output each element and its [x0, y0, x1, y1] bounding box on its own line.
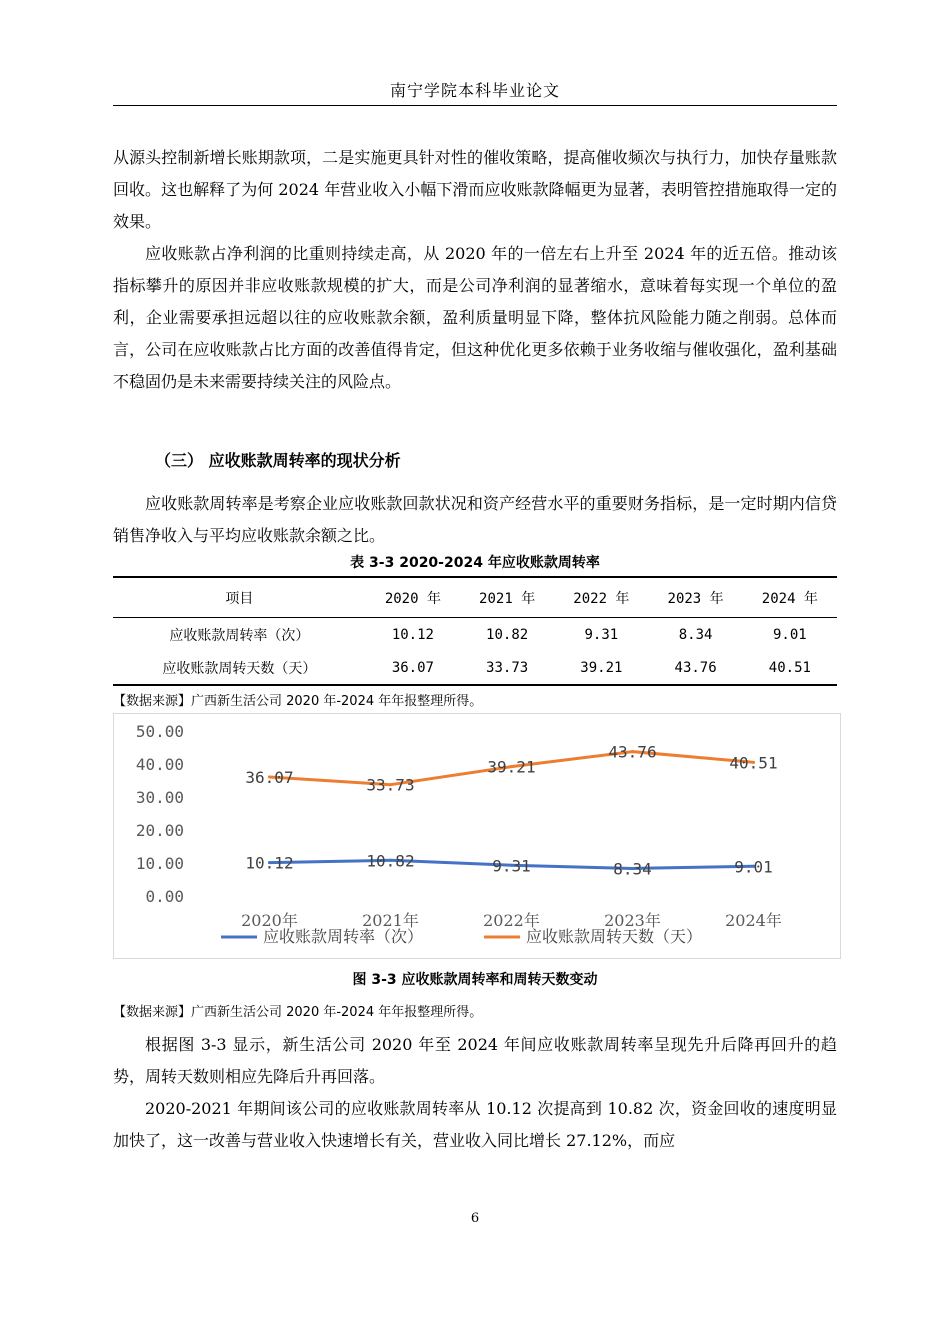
y-tick-label: 10.00: [135, 854, 184, 873]
body-text-intro: [113, 488, 837, 552]
table-cell: 10.82: [486, 626, 529, 643]
legend-label: 应收账款周转率（次）: [263, 927, 424, 946]
data-label: 10.12: [245, 853, 294, 873]
section-heading: （三） 应收账款周转率的现状分析: [155, 451, 401, 470]
table-row: [113, 618, 837, 652]
table-cell: 8.34: [678, 626, 713, 643]
x-tick-label: 2021年: [362, 911, 419, 930]
paragraph: 应收账款周转率是考察企业应收账款回款状况和资产经营水平的重要财务指标，是一定时期内信贷销售净收入与平均应收账款余额之比。: [113, 494, 837, 545]
y-tick-label: 50.00: [135, 722, 184, 741]
header-rule: [113, 105, 837, 106]
legend-label: 应收账款周转天数（天）: [526, 927, 703, 946]
body-text-bottom: [113, 1029, 837, 1157]
x-tick-label: 2020年: [241, 911, 298, 930]
table-cell: 33.73: [460, 651, 554, 685]
table-cell: 9.01: [773, 626, 807, 643]
table-cell: 9.31: [584, 626, 619, 643]
table-header-cell: 2024 年: [743, 577, 837, 618]
data-label: 10.82: [366, 851, 415, 871]
table-cell: 36.07: [366, 651, 460, 685]
turnover-table: [113, 576, 837, 686]
table-header-cell: 项目: [113, 577, 366, 618]
table-cell: 应收账款周转率（次）: [169, 627, 310, 644]
table-header-row: [113, 577, 837, 618]
table-cell: 39.21: [554, 651, 648, 685]
paragraph: 2020-2021 年期间该公司的应收账款周转率从 10.12 次提高到 10.82 次，资金回收的速度明显加快了，这一改善与营业收入快速增长有关，营业收入同比增长 27.12%，而应: [113, 1099, 837, 1150]
data-label: 39.21: [487, 757, 536, 777]
table-cell: 40.51: [743, 651, 837, 685]
y-tick-label: 0.00: [145, 887, 184, 906]
data-label: 36.07: [245, 767, 294, 787]
x-tick-label: 2022年: [483, 911, 540, 930]
data-label: 8.34: [613, 859, 652, 879]
paragraph: 根据图 3-3 显示，新生活公司 2020 年至 2024 年间应收账款周转率呈现先升后降再回升的趋势，周转天数则相应先降后升再回落。: [113, 1035, 837, 1086]
table-cell: 43.76: [648, 651, 742, 685]
y-tick-label: 40.00: [135, 755, 184, 774]
data-label: 33.73: [366, 775, 415, 795]
figure-source-note: 【数据来源】广西新生活公司 2020 年-2024 年年报整理所得。: [113, 1005, 483, 1020]
line-chart: [114, 714, 840, 958]
table-source-note: 【数据来源】广西新生活公司 2020 年-2024 年年报整理所得。: [113, 694, 483, 709]
table-cell: 应收账款周转天数（天）: [113, 651, 366, 685]
running-header: 南宁学院本科毕业论文: [389, 81, 560, 100]
y-tick-label: 20.00: [135, 821, 184, 840]
table-caption: 表 3-3 2020-2024 年应收账款周转率: [350, 555, 600, 571]
y-tick-label: 30.00: [135, 788, 184, 807]
page-number: 6: [470, 1211, 480, 1226]
table-header-cell: 2022 年: [554, 577, 648, 618]
data-label: 9.31: [492, 856, 531, 876]
body-text-top: [113, 142, 837, 398]
table-header-cell: 2023 年: [648, 577, 742, 618]
data-label: 40.51: [729, 753, 778, 773]
x-tick-label: 2024年: [725, 911, 782, 930]
data-label: 43.76: [608, 742, 657, 762]
paragraph: 应收账款占净利润的比重则持续走高，从 2020 年的一倍左右上升至 2024 年的近五倍。推动该指标攀升的原因并非应收账款规模的扩大，而是公司净利润的显著缩水，意味着每实现一个单位的盈利，企业需要承担远超以往的应收账款余额，盈利质量明显下降，整体抗风险能力随之削弱。总体而言，公司在应收账款占比方面的改善值得肯定，但这种优化更多依赖于业务收缩与催收强化，盈利基础不稳固仍是未来需要持续关注的风险点。: [113, 244, 837, 391]
table-cell: 10.12: [391, 626, 434, 643]
data-label: 9.01: [734, 857, 773, 877]
x-tick-label: 2023年: [604, 911, 661, 930]
figure-caption: 图 3-3 应收账款周转率和周转天数变动: [352, 972, 598, 988]
chart-container: [113, 713, 841, 959]
table-header-cell: 2020 年: [366, 577, 460, 618]
paragraph: 从源头控制新增长账期款项，二是实施更具针对性的催收策略，提高催收频次与执行力，加快存量账款回收。这也解释了为何 2024 年营业收入小幅下滑而应收账款降幅更为显著，表明管控措施取得一定的效果。: [113, 148, 837, 231]
table-row: [113, 651, 837, 685]
table-header-cell: 2021 年: [460, 577, 554, 618]
